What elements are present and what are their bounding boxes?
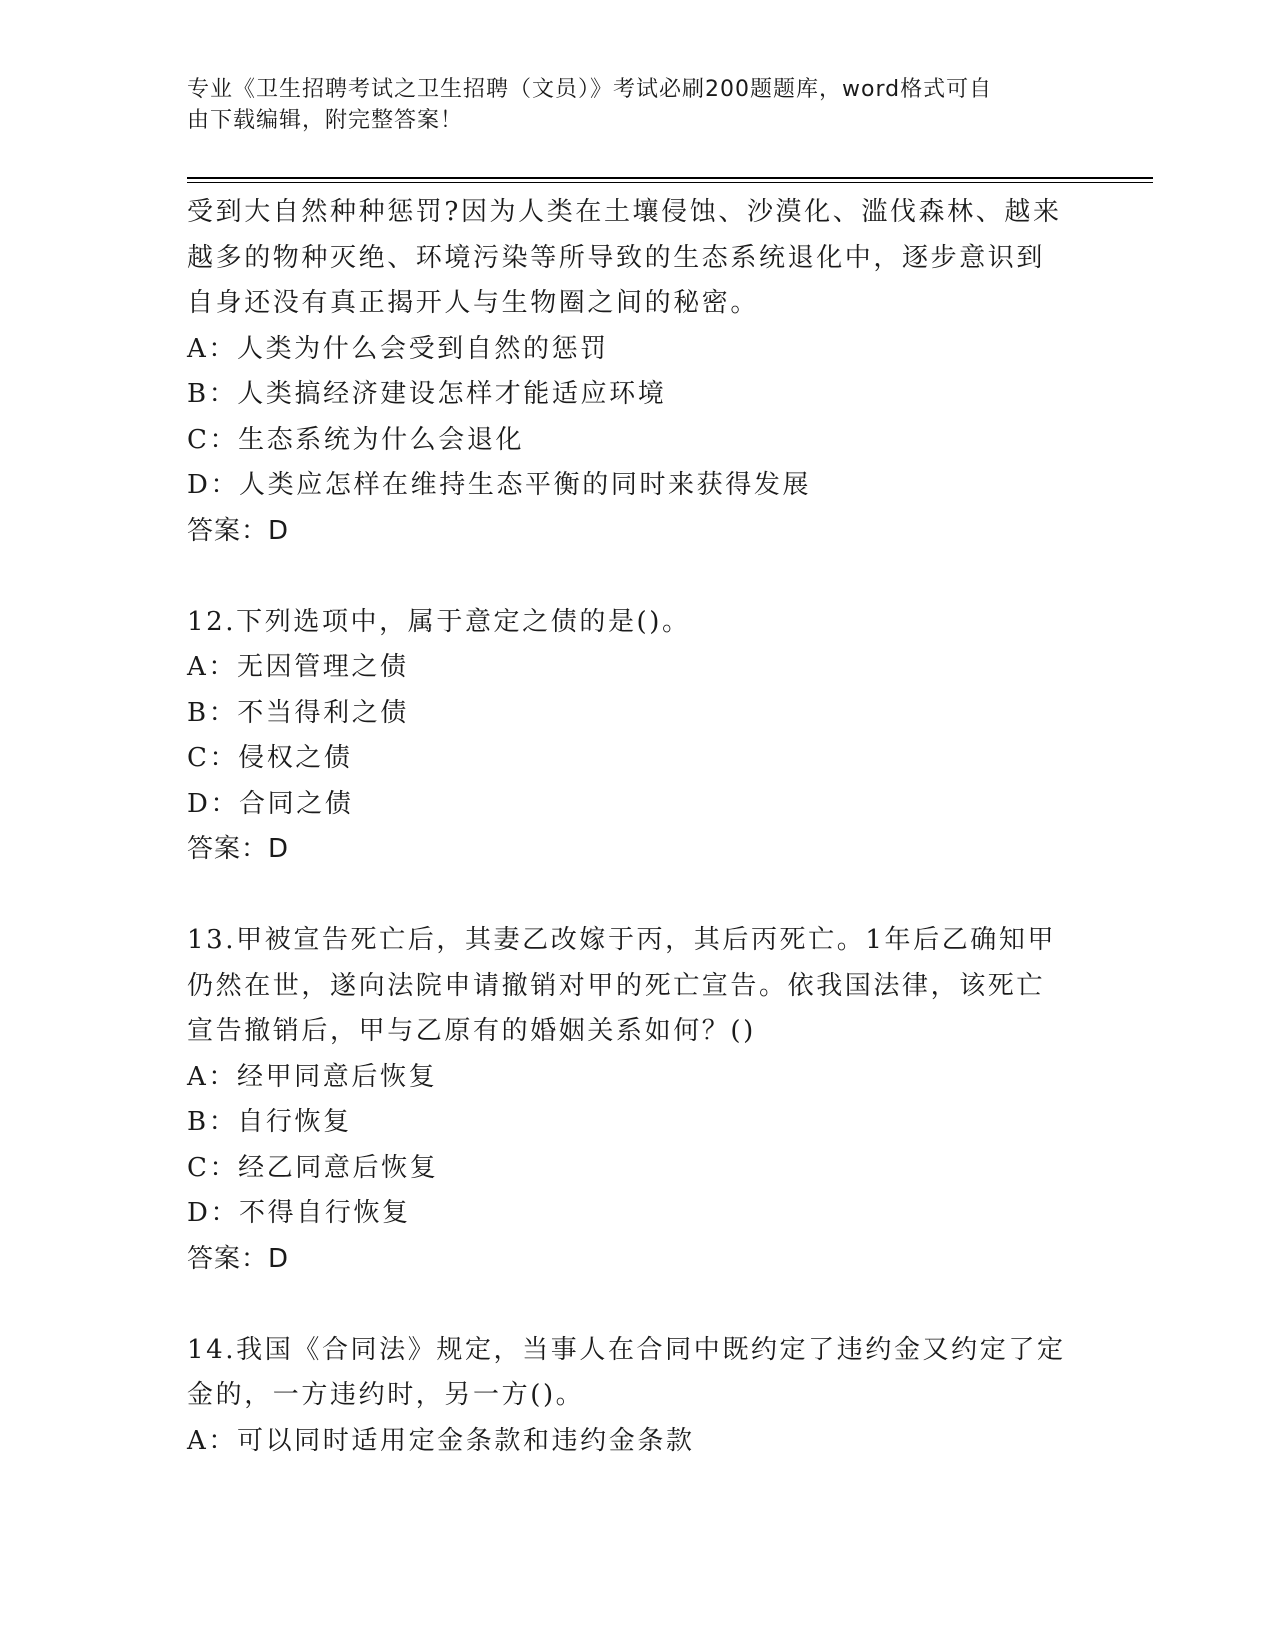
spacer <box>187 873 1087 919</box>
document-header <box>187 74 1067 136</box>
header-divider-thick <box>187 177 1153 179</box>
question-14 <box>187 1328 1087 1465</box>
question-text-line: 仍然在世，遂向法院申请撤销对甲的死亡宣告。依我国法律，该死亡 <box>187 970 1046 1001</box>
header-line-1: 专业《卫生招聘考试之卫生招聘（文员）》考试必刷200题题库，word格式可自 <box>187 77 993 102</box>
question-text-line: 受到大自然种种惩罚?因为人类在土壤侵蚀、沙漠化、滥伐森林、越来 <box>187 197 1062 227</box>
question-12 <box>187 600 1087 873</box>
question-13 <box>187 918 1087 1282</box>
spacer <box>187 1282 1087 1328</box>
question-block-continued <box>187 190 1087 554</box>
question-text-line: 13.甲被宣告死亡后，其妻乙改嫁于丙，其后丙死亡。1年后乙确知甲 <box>187 925 1057 955</box>
option-c: C：经乙同意后恢复 <box>187 1152 439 1183</box>
option-c: C：生态系统为什么会退化 <box>187 424 525 455</box>
question-text-line: 越多的物种灭绝、环境污染等所导致的生态系统退化中，逐步意识到 <box>187 242 1046 273</box>
answer-line: 答案：D <box>187 1243 290 1274</box>
option-d: D：人类应怎样在维持生态平衡的同时来获得发展 <box>187 470 812 500</box>
header-line-2: 由下载编辑，附完整答案！ <box>187 108 464 133</box>
option-b: B：自行恢复 <box>187 1107 352 1137</box>
answer-line: 答案：D <box>187 515 290 546</box>
question-text-line: 14.我国《合同法》规定，当事人在合同中既约定了违约金又约定了定 <box>187 1334 1066 1365</box>
option-a: A：经甲同意后恢复 <box>187 1061 438 1092</box>
option-d: D：不得自行恢复 <box>187 1198 411 1228</box>
question-text-line: 金的，一方违约时，另一方()。 <box>187 1380 585 1410</box>
document-body <box>187 190 1087 1464</box>
option-c: C：侵权之债 <box>187 743 353 773</box>
option-b: B：不当得利之债 <box>187 697 409 728</box>
option-a: A：可以同时适用定金条款和违约金条款 <box>187 1425 695 1456</box>
option-b: B：人类搞经济建设怎样才能适应环境 <box>187 379 667 409</box>
option-a: A：无因管理之债 <box>187 652 409 682</box>
header-divider-thin <box>187 182 1153 183</box>
option-a: A：人类为什么会受到自然的惩罚 <box>187 333 609 364</box>
spacer <box>187 554 1087 600</box>
question-text-line: 12.下列选项中，属于意定之债的是()。 <box>187 606 691 637</box>
question-text-line: 自身还没有真正揭开人与生物圈之间的秘密。 <box>187 288 760 318</box>
option-d: D：合同之债 <box>187 788 354 819</box>
answer-line: 答案：D <box>187 834 290 864</box>
question-text-line: 宣告撤销后，甲与乙原有的婚姻关系如何？() <box>187 1016 756 1046</box>
